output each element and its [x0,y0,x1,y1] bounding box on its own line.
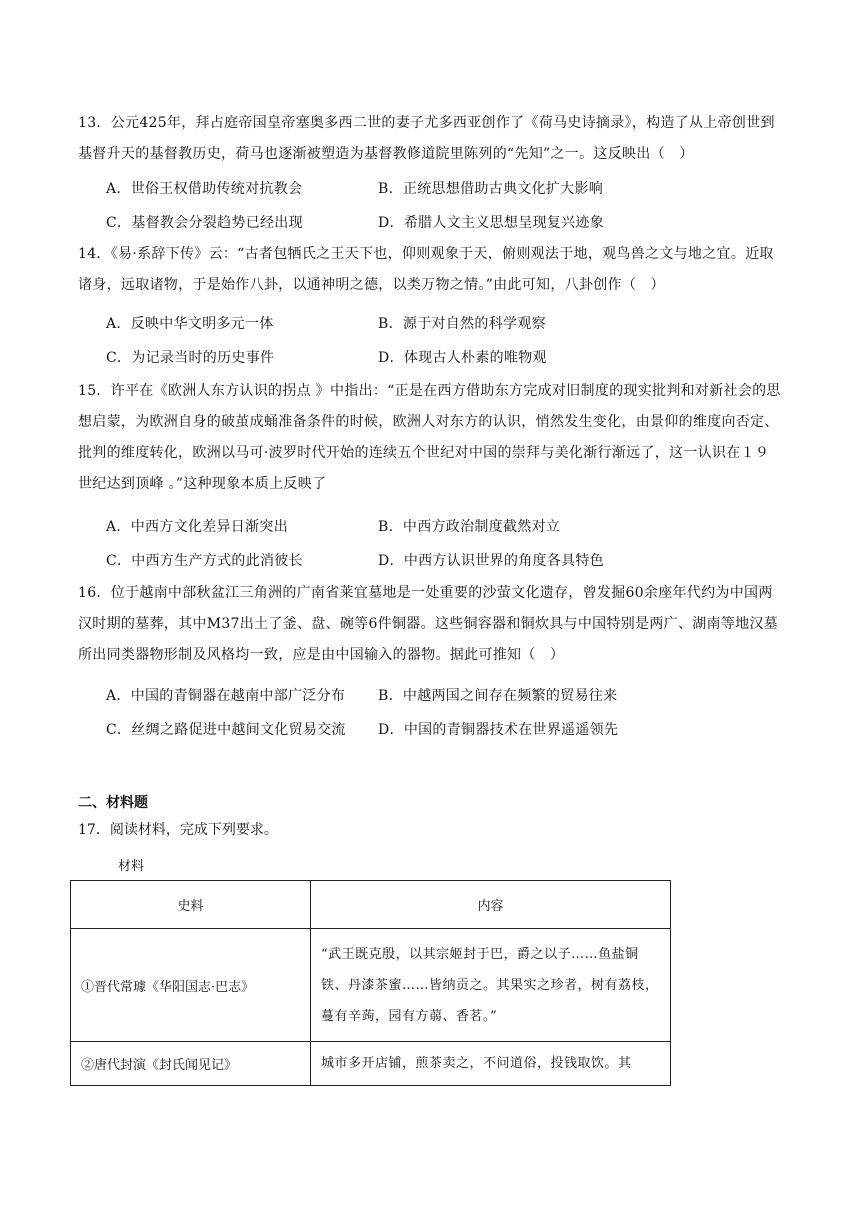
question-13-stem: 13．公元425年，拜占庭帝国皇帝塞奥多西二世的妻子尤多西亚创作了《荷马史诗摘录》，构造了从上帝创世到基督升天的基督教历史，荷马也逐渐被塑造为基督教修道院里陈列的“先知”之一。这反映出（ ） [78,115,775,162]
table-row [71,929,671,1042]
question-16-option-d: D．中国的青铜器技术在世界遥遥领先 [378,722,619,738]
question-16-option-a: A．中国的青铜器在越南中部广泛分布 [106,688,346,704]
question-13-option-c: C．基督教会分裂趋势已经出现 [106,215,303,231]
question-15-option-b: B．中西方政治制度截然对立 [378,519,561,535]
question-16-option-b: B．中越两国之间存在频繁的贸易往来 [378,688,618,704]
question-14-option-a: A．反映中华文明多元一体 [106,316,274,332]
table-header-row [71,881,671,929]
question-15-option-c: C．中西方生产方式的此消彼长 [106,553,303,569]
table-cell-source: ①晋代常璩《华阳国志·巴志》 [71,929,311,1042]
table-header-content: 内容 [311,881,671,929]
question-16-option-c: C．丝绸之路促进中越间文化贸易交流 [106,722,346,738]
table-header-source: 史料 [71,881,311,929]
table-cell-source: ②唐代封演《封氏闻见记》 [71,1042,311,1086]
question-13-option-a: A．世俗王权借助传统对抗教会 [106,181,303,197]
question-15-option-d: D．中西方认识世界的角度各具特色 [378,553,605,569]
question-13-option-b: B．正统思想借助古典文化扩大影响 [378,181,604,197]
material-label: 材料 [118,859,145,874]
section-title: 二、材料题 [78,795,148,811]
table-cell-content: 城市多开店铺，煎茶卖之，不问道俗，投钱取饮。其 [311,1042,671,1086]
question-13-option-d: D．希腊人文主义思想呈现复兴迹象 [378,215,605,231]
question-15-option-a: A．中西方文化差异日渐突出 [106,519,289,535]
question-15-stem: 15．许平在《欧洲人东方认识的拐点 》中指出：“正是在西方借助东方完成对旧制度的现实批判和对新社会的思想启蒙，为欧洲自身的破茧成蛹准备条件的时候，欧洲人对东方的认识，悄然发生变化，由景仰的维度向否定、批判的维度转化，欧洲以马可·波罗时代开始的连续五个世纪对中国的崇拜与美化渐行渐远了，这一认识在１９ 世纪达到顶峰 。”这种现象本质上反映了 [78,383,781,492]
question-14-option-b: B．源于对自然的科学观察 [378,316,546,332]
question-14-option-c: C．为记录当时的历史事件 [106,350,275,366]
question-14-stem: 14．《易·系辞下传》云：“古者包牺氏之王天下也，仰则观象于天，俯则观法于地，观鸟兽之文与地之宜。近取诸身，远取诸物，于是始作八卦，以通神明之德，以类万物之情。”由此可知，八卦创作（ ） [78,246,774,293]
material-table [70,880,671,1086]
table-cell-content: “武王既克殷，以其宗姬封于巴，爵之以子……鱼盐铜铁、丹漆茶蜜……皆纳贡之。其果实之珍者，树有荔枝，蔓有辛蒟，园有方蒻、香茗。” [311,929,671,1042]
question-14-option-d: D．体现古人朴素的唯物观 [378,350,547,366]
question-16-stem: 16．位于越南中部秋盆江三角洲的广南省莱宜墓地是一处重要的沙萤文化遗存，曾发掘60余座年代约为中国两汉时期的墓葬，其中M37出土了釜、盘、碗等6件铜器。这些铜容器和铜炊具与中国特别是两广、湖南等地汉墓所出同类器物形制及风格均一致，应是由中国输入的器物。据此可推知（ ） [78,585,779,663]
question-17-prompt: 17．阅读材料，完成下列要求。 [78,822,278,838]
table-row [71,1042,671,1086]
